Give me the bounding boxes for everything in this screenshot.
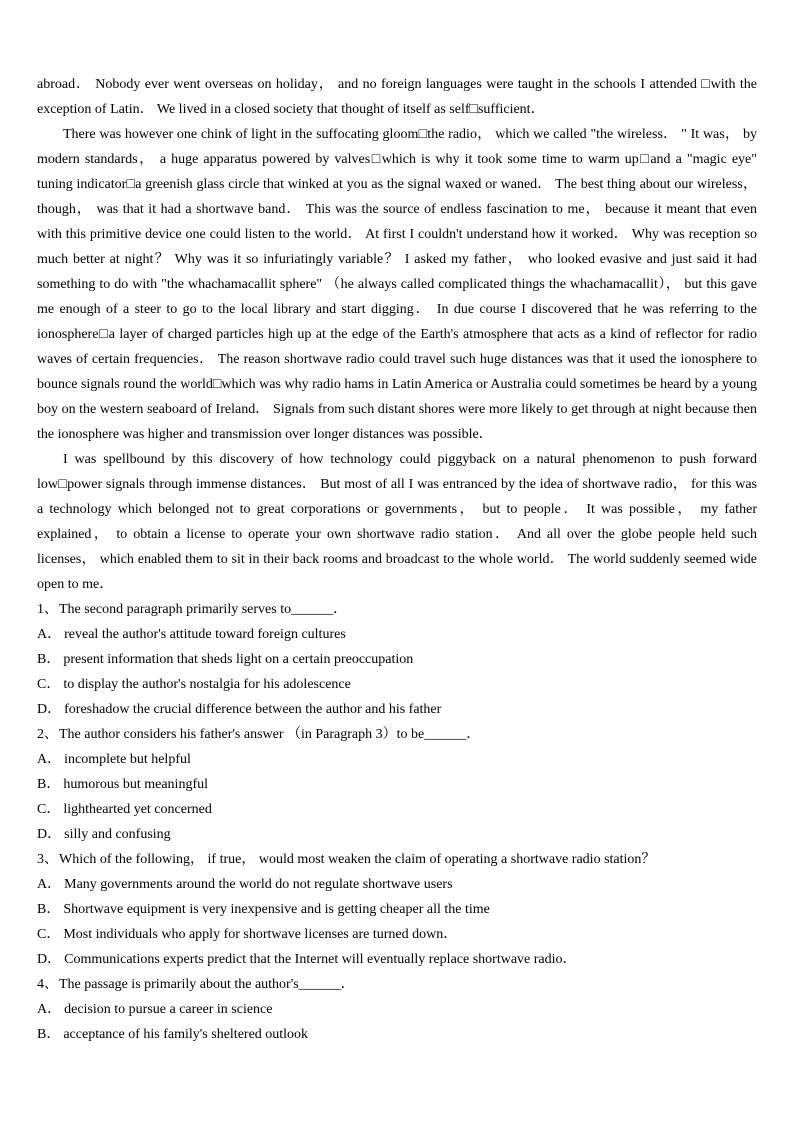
- question-option: [37, 997, 757, 1022]
- option-text: foreshadow the crucial difference between the author and his father: [64, 702, 442, 717]
- question-option: [37, 772, 757, 797]
- option-label: B．: [37, 652, 61, 667]
- question-number: 3、: [37, 852, 58, 867]
- passage-paragraph: There was however one chink of light in the suffocating gloom□the radio， which we called "the wireless． " It was， by modern standards， a huge apparatus powered by valves□which is why it took some time to warm up□and a "magic eye" tuning indicator□a greenish glass circle that winked at you as the signal waxed or waned． The best thing about our wireless， though， was that it had a shortwave band． This was the source of endless fascination to me， because it meant that even with this primitive device one could listen to the world． At first I couldn't understand how it worked． Why was reception so much better at night？ Why was it so infuriatingly variable？ I asked my father， who looked evasive and just said it had something to do with "the whachamacallit sphere" （he always called complicated things the whachamacallit）， but this gave me enough of a steer to go to the local library and start digging． In due course I discovered that he was referring to the ionosphere□a layer of charged particles high up at the edge of the Earth's atmosphere that acts as a kind of reflector for radio waves of certain frequencies． The reason shortwave radio could travel such huge distances was that it used the ionosphere to bounce signals round the world□which was why radio hams in Latin America or Australia could sometimes be heard by a young boy on the western seaboard of Ireland． Signals from such distant shores were more likely to get through at night because then the ionosphere was higher and transmission over longer distances was possible．: [37, 127, 757, 442]
- question-1: [37, 597, 757, 722]
- passage-paragraph: I was spellbound by this discovery of how technology could piggyback on a natural phenomenon to push forward low□power signals through immense distances． But most of all I was entranced by the idea of shortwave radio， for this was a technology which belonged not to great corporations or governments， but to people． It was possible， my father explained， to obtain a license to operate your own shortwave radio station． And all over the globe people held such licenses， which enabled them to sit in their back rooms and broadcast to the whole world． The world suddenly seemed wide open to me．: [37, 452, 757, 592]
- question-stem: [37, 597, 757, 622]
- option-label: A．: [37, 1002, 62, 1017]
- option-text: reveal the author's attitude toward foreign cultures: [64, 627, 346, 642]
- option-label: A．: [37, 627, 62, 642]
- question-stem-text: The passage is primarily about the author's______．: [59, 977, 355, 992]
- option-text: to display the author's nostalgia for his adolescence: [63, 677, 351, 692]
- question-option: [37, 647, 757, 672]
- question-stem-text: The second paragraph primarily serves to______．: [59, 602, 348, 617]
- question-stem: [37, 847, 757, 872]
- option-label: B．: [37, 777, 61, 792]
- question-option: [37, 922, 757, 947]
- question-option: [37, 1022, 757, 1047]
- question-number: 2、: [37, 727, 58, 742]
- option-text: lighthearted yet concerned: [63, 802, 212, 817]
- question-option: [37, 797, 757, 822]
- question-option: [37, 672, 757, 697]
- passage-paragraph: abroad． Nobody ever went overseas on holiday， and no foreign languages were taught in the schools I attended □with the exception of Latin． We lived in a closed society that thought of itself as self□sufficient．: [37, 77, 757, 117]
- option-text: Many governments around the world do not regulate shortwave users: [64, 877, 453, 892]
- question-4: [37, 972, 757, 1047]
- option-text: Communications experts predict that the Internet will eventually replace shortwave radio．: [64, 952, 577, 967]
- option-text: Most individuals who apply for shortwave licenses are turned down．: [63, 927, 458, 942]
- question-option: [37, 747, 757, 772]
- option-label: D．: [37, 952, 62, 967]
- question-stem: [37, 972, 757, 997]
- option-label: C．: [37, 927, 61, 942]
- option-text: acceptance of his family's sheltered outlook: [63, 1027, 309, 1042]
- option-text: silly and confusing: [64, 827, 171, 842]
- question-number: 1、: [37, 602, 58, 617]
- option-label: C．: [37, 677, 61, 692]
- option-label: D．: [37, 827, 62, 842]
- option-text: decision to pursue a career in science: [64, 1002, 273, 1017]
- question-option: [37, 822, 757, 847]
- question-stem-text: The author considers his father's answer （in Paragraph 3）to be______．: [59, 727, 481, 742]
- option-label: C．: [37, 802, 61, 817]
- question-2: [37, 722, 757, 847]
- question-option: [37, 947, 757, 972]
- option-text: humorous but meaningful: [63, 777, 208, 792]
- question-3: [37, 847, 757, 972]
- option-label: B．: [37, 902, 61, 917]
- option-label: A．: [37, 877, 62, 892]
- option-text: incomplete but helpful: [64, 752, 191, 767]
- question-option: [37, 622, 757, 647]
- question-stem: [37, 722, 757, 747]
- question-option: [37, 872, 757, 897]
- option-text: Shortwave equipment is very inexpensive and is getting cheaper all the time: [63, 902, 490, 917]
- question-stem-text: Which of the following， if true， would most weaken the claim of operating a shortwave radio station？: [59, 852, 656, 867]
- question-option: [37, 697, 757, 722]
- option-label: D．: [37, 702, 62, 717]
- question-number: 4、: [37, 977, 58, 992]
- question-option: [37, 897, 757, 922]
- option-text: present information that sheds light on a certain preoccupation: [63, 652, 414, 667]
- option-label: A．: [37, 752, 62, 767]
- option-label: B．: [37, 1027, 61, 1042]
